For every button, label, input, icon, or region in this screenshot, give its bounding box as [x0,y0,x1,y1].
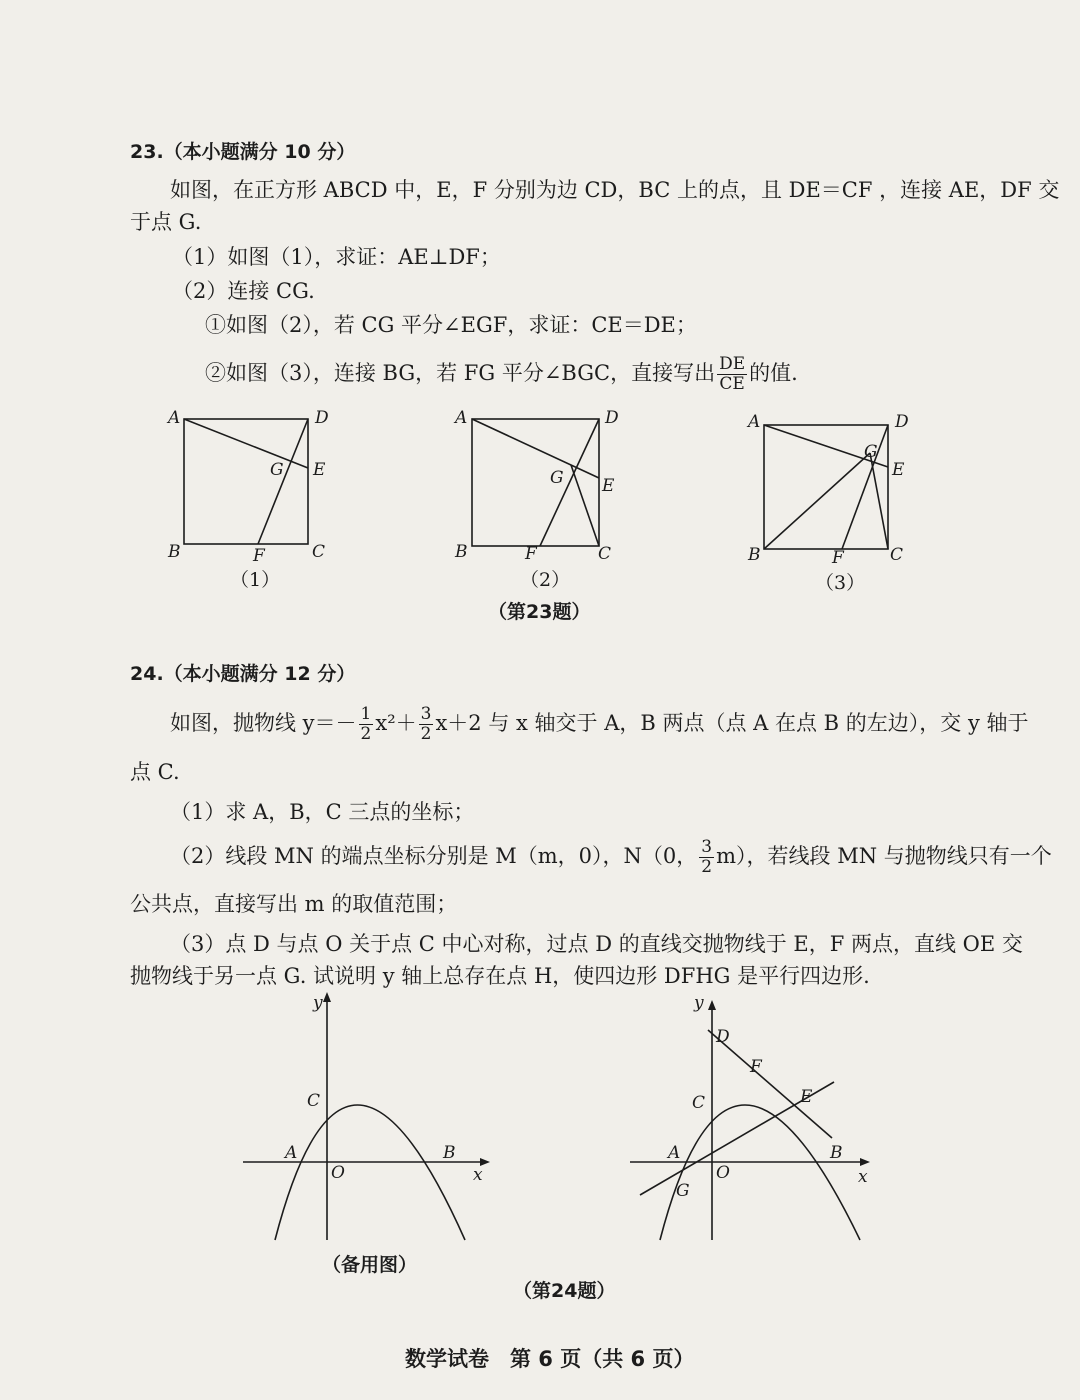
label-x: x [858,1167,868,1187]
q23-figure-1 [160,405,340,580]
q24-backup-figure [235,990,505,1250]
q23-figure-2-caption: （2） [520,569,571,591]
label-c: C [307,1091,321,1111]
q23-part2a: ①如图（2），若 CG 平分∠EGF，求证：CE＝DE； [205,313,697,337]
label-y: y [313,993,323,1013]
label-b: B [168,542,181,562]
q24-stem-mid: x²＋ [375,711,417,735]
label-a: A [455,408,468,428]
de-over-ce-fraction [717,355,747,394]
label-d: D [895,412,909,432]
segment-df [540,419,599,546]
label-c: C [312,542,326,562]
label-a: A [168,408,181,428]
label-b: B [830,1143,843,1163]
segment-cg [870,453,888,549]
label-e: E [602,476,615,496]
q24-stem-post: x＋2 与 x 轴交于 A，B 两点（点 A 在点 B 的左边），交 y 轴于 [435,711,1029,735]
fraction-numerator: 3 [420,704,432,724]
q24-part2 [170,838,1052,877]
fraction-denominator: 2 [420,724,432,744]
q24-stem-pre: 如图，抛物线 y＝－ [170,711,357,735]
q24-figure-caption: （第24题） [513,1280,616,1302]
fraction-denominator: CE [719,374,745,394]
fraction-numerator: 1 [360,704,372,724]
segment-cg [571,465,599,546]
label-x: x [473,1165,483,1185]
label-y: y [694,993,704,1013]
q24-part2-line2: 公共点，直接写出 m 的取值范围； [130,892,458,916]
label-d: D [605,408,619,428]
q23-figure-2 [450,405,630,580]
q24-figure [620,990,900,1255]
label-e: E [892,460,905,480]
square-abcd [472,419,599,546]
label-f: F [525,544,537,564]
coef-one-half [359,705,374,744]
label-d: D [716,1027,730,1047]
x-axis-arrow [860,1158,870,1166]
label-g: G [270,460,284,480]
q23-part2b-post: 的值. [749,361,798,385]
label-a: A [748,412,761,432]
q23-stem-line1: 如图，在正方形 ABCD 中，E，F 分别为边 CD，BC 上的点，且 DE＝CF ，连接 AE，DF 交 [170,178,1060,202]
label-c: C [692,1093,706,1113]
q24-part2-post: m），若线段 MN 与抛物线只有一个 [716,844,1052,868]
label-g: G [864,442,878,462]
q24-part2-pre: （2）线段 MN 的端点坐标分别是 M（m，0），N（0， [170,844,698,868]
q24-backup-caption: （备用图） [322,1254,418,1276]
q24-part3-line1: （3）点 D 与点 O 关于点 C 中心对称，过点 D 的直线交抛物线于 E，F 两点，直线 OE 交 [170,932,1023,956]
q23-header: 23.（本小题满分 10 分） [130,141,356,163]
q23-figure-caption: （第23题） [488,601,591,623]
q23-part2b [205,355,798,394]
q23-part2: （2）连接 CG. [172,279,315,303]
q23-part2b-pre: ②如图（3），连接 BG，若 FG 平分∠BGC，直接写出 [205,361,716,385]
q24-header: 24.（本小题满分 12 分） [130,663,356,685]
label-g: G [550,468,564,488]
segment-bg [764,453,870,549]
segment-ae [184,419,308,468]
label-c: C [598,544,612,564]
label-a: A [668,1143,681,1163]
coef-three-halves [419,705,434,744]
label-b: B [455,542,468,562]
coef-three-halves [699,838,714,877]
q23-stem-line2: 于点 G. [130,210,202,234]
label-f: F [832,548,844,568]
q23-figure-1-caption: （1） [230,569,281,591]
label-b: B [443,1143,456,1163]
q24-stem-line2: 点 C. [130,760,180,784]
page-footer: 数学试卷 第 6 页（共 6 页） [405,1347,695,1371]
fraction-numerator: 3 [701,837,713,857]
fraction-denominator: 2 [360,724,372,744]
q23-figure-3 [740,405,920,580]
label-e: E [313,460,326,480]
label-o: O [331,1163,345,1183]
fraction-numerator: DE [719,354,746,374]
parabola [275,1105,465,1240]
segment-df [258,419,308,544]
label-d: D [315,408,329,428]
label-b: B [748,545,761,565]
q23-figure-3-caption: （3） [815,572,866,594]
q23-part1: （1）如图（1），求证：AE⊥DF； [172,245,501,269]
y-axis-arrow [708,1000,716,1010]
fraction-denominator: 2 [701,857,713,877]
segment-ae [472,419,599,478]
q24-part1: （1）求 A，B，C 三点的坐标； [170,800,475,824]
label-o: O [716,1163,730,1183]
label-f: F [253,546,265,566]
q24-part3-line2: 抛物线于另一点 G. 试说明 y 轴上总存在点 H，使四边形 DFHG 是平行四边形. [130,964,870,988]
square-abcd [184,419,308,544]
label-g: G [676,1181,690,1201]
label-c: C [890,545,904,565]
label-f: F [750,1057,762,1077]
q24-stem-line1 [170,705,1029,744]
label-e: E [800,1087,813,1107]
label-a: A [285,1143,298,1163]
y-axis-arrow [323,992,331,1002]
